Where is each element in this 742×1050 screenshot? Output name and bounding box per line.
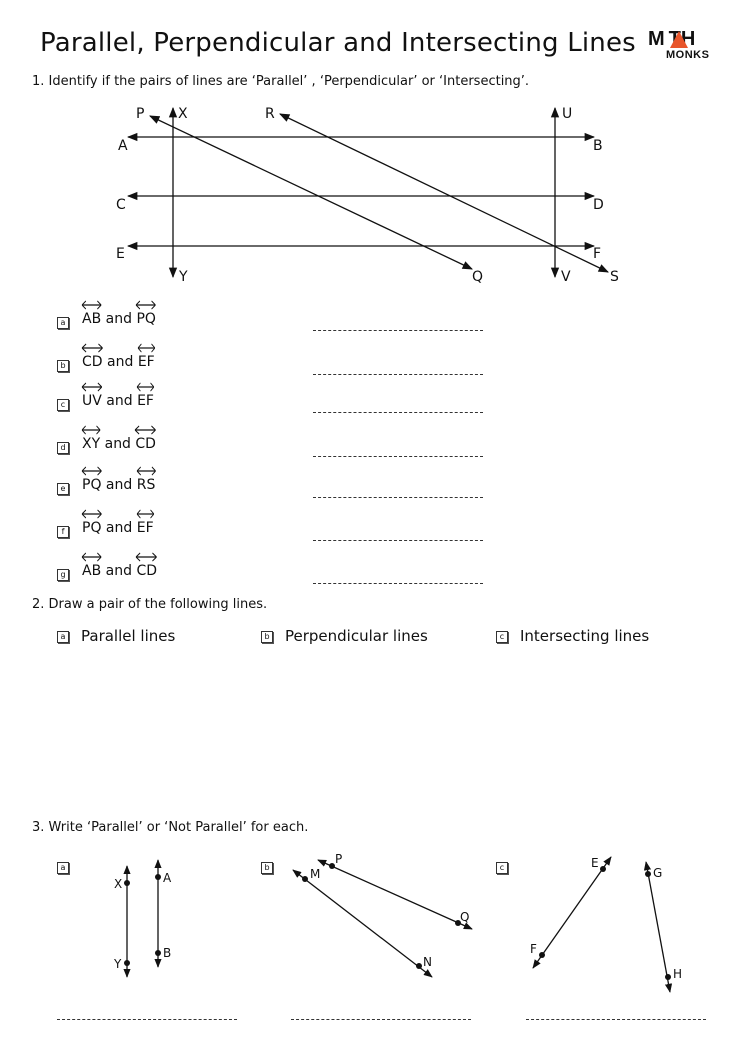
q3-answer-line-b[interactable] <box>291 1019 471 1020</box>
double-arrow-icon <box>137 466 156 476</box>
q3b-label-p: P <box>335 852 343 866</box>
label-s: S <box>610 269 619 285</box>
q3a-label-y: Y <box>114 957 122 971</box>
q3b-label-n: N <box>423 955 432 969</box>
q3c-point-g <box>645 871 651 877</box>
and-text: and <box>105 563 132 579</box>
second-line-name: CD <box>136 563 157 579</box>
q3b-label-m: M <box>310 867 321 881</box>
q1-badge: f <box>57 526 69 538</box>
q3b-line-mn <box>293 870 432 977</box>
first-line-name: CD <box>82 354 103 370</box>
line-notation <box>82 311 101 327</box>
q1-answer-line-g[interactable] <box>313 583 483 584</box>
logo-top-text: M TH <box>648 28 696 50</box>
first-line-name: AB <box>82 563 102 579</box>
first-line-name: UV <box>82 393 102 409</box>
first-line-name: AB <box>82 311 102 327</box>
q3-prompt: 3. Write ‘Parallel’ or ‘Not Parallel’ for each. <box>32 820 309 835</box>
q2-badge-b: b <box>261 631 273 643</box>
q1-line-pair <box>82 354 155 370</box>
q1-answer-line-d[interactable] <box>313 456 483 457</box>
q1-badge: g <box>57 569 69 581</box>
double-arrow-icon <box>82 509 101 519</box>
line-notation <box>82 563 101 579</box>
q3b-point-n <box>416 963 422 969</box>
first-line-name: PQ <box>82 520 102 536</box>
q1-badge: d <box>57 442 69 454</box>
double-arrow-icon <box>137 382 154 392</box>
q1-line-figure <box>0 0 742 300</box>
q2-badge-c: c <box>496 631 508 643</box>
label-v: V <box>561 269 571 285</box>
q2-prompt: 2. Draw a pair of the following lines. <box>32 597 268 612</box>
double-arrow-icon <box>138 343 155 353</box>
double-arrow-icon <box>82 466 101 476</box>
label-q: Q <box>472 269 484 285</box>
q1-prompt: 1. Identify if the pairs of lines are ‘Parallel’ , ‘Perpendicular’ or ‘Intersecting’. <box>32 74 530 89</box>
q3c-label-f: F <box>530 942 537 956</box>
double-arrow-icon <box>82 552 101 562</box>
and-text: and <box>105 520 133 536</box>
q3-badge-a: a <box>57 862 69 874</box>
label-f: F <box>593 246 602 262</box>
q3a-point-x <box>124 880 130 886</box>
q2-badge-a: a <box>57 631 69 643</box>
label-x: X <box>178 106 188 122</box>
label-c: C <box>116 197 126 213</box>
q3-line-figures <box>0 840 742 1010</box>
q1-line-pair <box>82 311 156 327</box>
q2-label-perpendicular: Perpendicular lines <box>285 627 428 645</box>
q3a-label-b: B <box>163 946 172 960</box>
and-text: and <box>105 477 133 493</box>
label-y: Y <box>179 269 188 285</box>
double-arrow-icon <box>82 343 103 353</box>
q1-badge: c <box>57 399 69 411</box>
second-line-name: EF <box>137 393 154 409</box>
logo-bottom-text: MONKS <box>666 49 710 61</box>
second-line-name: EF <box>136 520 154 536</box>
and-text: and <box>106 393 133 409</box>
label-a: A <box>118 138 128 154</box>
q3c-point-h <box>665 974 671 980</box>
q3c-point-e <box>600 866 606 872</box>
q1-answer-line-a[interactable] <box>313 330 483 331</box>
second-line-name: RS <box>136 477 156 493</box>
q3a-label-a: A <box>163 871 172 885</box>
line-notation <box>138 354 155 370</box>
q1-badge: a <box>57 317 69 329</box>
q3a-point-a <box>155 874 161 880</box>
q3a-point-b <box>155 950 161 956</box>
line-notation <box>82 354 103 370</box>
double-arrow-icon <box>135 425 156 435</box>
q3b-label-q: Q <box>460 910 470 924</box>
double-arrow-icon <box>137 509 154 519</box>
q1-line-pair <box>82 520 154 536</box>
line-notation <box>82 477 101 493</box>
second-line-name: CD <box>135 436 156 452</box>
q3-badge-c: c <box>496 862 508 874</box>
q3c-label-g: G <box>653 866 663 880</box>
and-text: and <box>104 436 131 452</box>
q1-answer-line-f[interactable] <box>313 540 483 541</box>
q1-badge: e <box>57 483 69 495</box>
q1-answer-line-b[interactable] <box>313 374 483 375</box>
line-notation <box>135 436 156 452</box>
label-b: B <box>593 138 603 154</box>
line-notation <box>136 311 155 327</box>
q1-badge: b <box>57 360 69 372</box>
q3a-label-x: X <box>114 877 123 891</box>
q3b-line-pq <box>318 860 472 929</box>
q1-answer-line-c[interactable] <box>313 412 483 413</box>
q3-answer-line-c[interactable] <box>526 1019 706 1020</box>
line-notation <box>82 393 102 409</box>
label-r: R <box>265 106 275 122</box>
double-arrow-icon <box>82 425 100 435</box>
label-e: E <box>116 246 125 262</box>
line-notation <box>136 563 157 579</box>
q3c-line-gh <box>646 862 670 992</box>
q1-answer-line-e[interactable] <box>313 497 483 498</box>
q1-line-pair <box>82 393 154 409</box>
second-line-name: PQ <box>136 311 156 327</box>
q2-label-parallel: Parallel lines <box>81 627 176 645</box>
line-notation <box>82 436 100 452</box>
q3a-point-y <box>124 960 130 966</box>
page-title: Parallel, Perpendicular and Intersecting Lines <box>40 28 636 58</box>
q1-line-pair <box>82 563 157 579</box>
line-notation <box>82 520 101 536</box>
first-line-name: PQ <box>82 477 102 493</box>
q3c-label-h: H <box>673 967 683 981</box>
double-arrow-icon <box>136 552 157 562</box>
and-text: and <box>107 354 134 370</box>
q2-label-intersecting: Intersecting lines <box>520 627 650 645</box>
line-notation <box>137 520 154 536</box>
second-line-name: EF <box>137 354 155 370</box>
q3b-point-m <box>302 876 308 882</box>
q3c-line-ef <box>533 857 611 968</box>
q3c-point-f <box>539 952 545 958</box>
first-line-name: XY <box>82 436 101 452</box>
q3c-label-e: E <box>591 856 599 870</box>
q1-line-pair <box>82 436 156 452</box>
label-d: D <box>593 197 604 213</box>
q3-badge-b: b <box>261 862 273 874</box>
line-notation <box>137 393 154 409</box>
double-arrow-icon <box>136 300 155 310</box>
double-arrow-icon <box>82 382 102 392</box>
double-arrow-icon <box>82 300 101 310</box>
label-p: P <box>136 106 145 122</box>
q1-line-pair <box>82 477 155 493</box>
and-text: and <box>105 311 132 327</box>
line-notation <box>137 477 156 493</box>
line-rs <box>280 114 608 272</box>
label-u: U <box>562 106 573 122</box>
q3-answer-line-a[interactable] <box>57 1019 237 1020</box>
